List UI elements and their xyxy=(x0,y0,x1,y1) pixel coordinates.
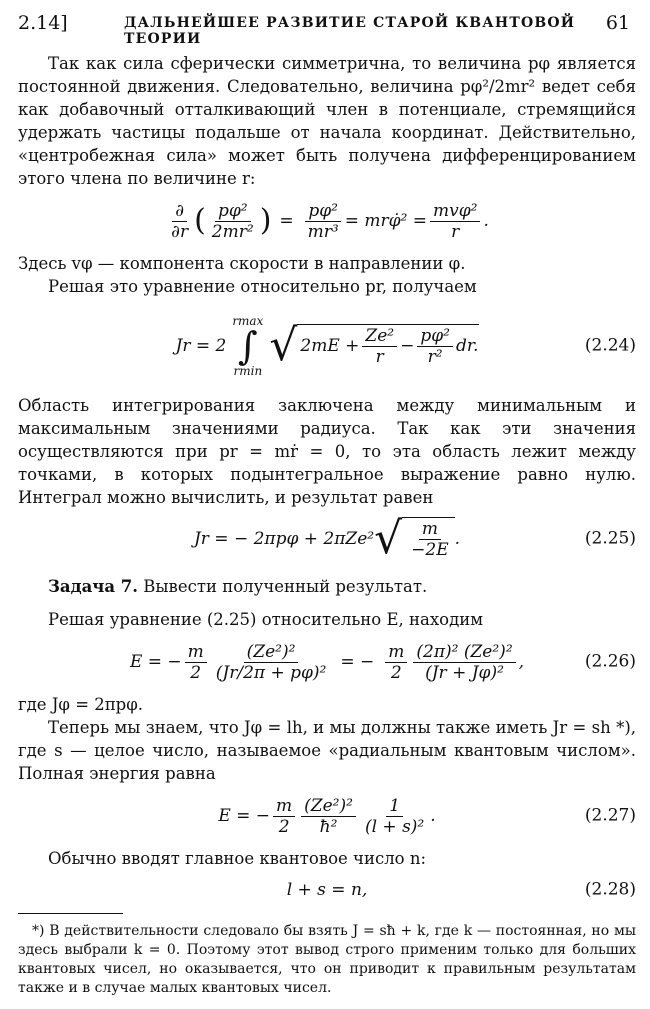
equation-number: (2.26) xyxy=(584,651,636,672)
equation-2-26: E = − $\frac{m}{2}$ $\frac{\text{(Ze²)²}}{\text{(Jr/2π + pφ)²}}$ = − $\frac{m}{2}$ $\frac{\text{(2π)² (Ze²)²}}{\text{(Jr + Jφ)²}}$ , (2.26) xyxy=(129,641,636,683)
equation-number: (2.27) xyxy=(584,805,636,826)
fraction: $\frac{\text{pφ²}}{\text{2mr²}}$ xyxy=(211,200,254,242)
square-root: √ $\frac{m}{-2E}$ xyxy=(374,517,455,561)
equation-2-24: Jr = 2 rmax ∫ rmin √ 2mE + $\frac{\text{Ze²}}{r}$ − $\frac{\text{pφ²}}{\text{r²}}$ dr. (2.24) xyxy=(175,314,636,378)
square-root: √ 2mE + $\frac{\text{Ze²}}{r}$ − $\frac{\text{pφ²}}{\text{r²}}$ dr. xyxy=(269,320,479,371)
equation-middle: = mrφ̇² = xyxy=(344,210,427,231)
problem-text: Вывести полученный результат. xyxy=(143,577,428,596)
footnote xyxy=(18,922,636,998)
paragraph-5: Решая уравнение (2.25) относительно E, находим xyxy=(48,610,484,629)
paragraph-3: Решая это уравнение относительно pr, получаем xyxy=(48,277,477,296)
paragraph-1: Так как сила сферически симметрична, то величина pφ является постоянной движения. Следовательно, величина pφ²/2mr² ведет себя как добавочный отталкивающий член в потенциале, стремящийся удержать частицы подальше от начала координат. Действительно, «центробежная сила» может быть получена дифференцированием этого члена по величине r: xyxy=(18,54,636,188)
section-number: 2.14] xyxy=(18,12,68,34)
equation-2-25: Jr = − 2πpφ + 2πZe² √ $\frac{m}{-2E}$ . (2.25) xyxy=(193,513,636,564)
page-body xyxy=(18,52,636,910)
equation-2-28: l + s = n, (2.28) xyxy=(286,879,636,900)
running-title: ДАЛЬНЕЙШЕЕ РАЗВИТИЕ СТАРОЙ КВАНТОВОЙ ТЕОРИИ xyxy=(124,15,576,47)
equation-number: (2.24) xyxy=(584,335,636,356)
equation-number: (2.25) xyxy=(584,528,636,549)
fraction: $\frac{\text{pφ²}}{\text{mr³}}$ xyxy=(305,201,342,242)
paragraph-4: Область интегрирования заключена между минимальным и максимальным значениями радиуса. Так как эти значения осуществляются при pr = mṙ = 0, то эта область лежит между точками, в которых подынтегральное выражение равно нулю. Интеграл можно вычислить, и результат равен xyxy=(18,396,636,507)
page-number: 61 xyxy=(605,12,630,34)
paragraph-2: Здесь vφ — компонента скорости в направлении φ. xyxy=(18,254,466,273)
running-header xyxy=(18,12,630,47)
paragraph-6: где Jφ = 2πpφ. xyxy=(18,695,143,714)
paragraph-7: Теперь мы знаем, что Jφ = lh, и мы должны также иметь Jr = sh *), где s — целое число, называемое «радиальным квантовым числом». Полная энергия равна xyxy=(18,718,636,783)
derivative-operator: $\frac{\partial}{\partial r}$ xyxy=(171,200,189,242)
equation-number: (2.28) xyxy=(584,879,636,900)
equation-centrifugal: $\frac{\partial}{\partial r}$ ( $\frac{\text{pφ²}}{\text{2mr²}}$ ) = $\frac{\text{pφ²}}{\text{mr³}}$ = mrφ̇² = $\frac{\text{mvφ²}}{r}$ . xyxy=(18,190,636,252)
equation-2-27: E = − $\frac{m}{2}$ $\frac{\text{(Ze²)²}}{\text{ħ²}}$ $\frac{1}{\text{(l + s)²}}$ . (2.27) xyxy=(218,795,636,837)
problem-label: Задача 7. xyxy=(48,577,139,596)
problem-statement xyxy=(48,575,636,598)
footnote-text: *) В действительности следовало бы взять J = sħ + k, где k — постоянная, но мы здесь выбрали k = 0. Поэтому этот вывод строго применим только для больших квантовых чисел, но оказывается, что он приводит к правильным результатам также и в случае малых квантовых чисел. xyxy=(18,923,636,996)
fraction: $\frac{\text{mvφ²}}{r}$ xyxy=(430,201,480,242)
paragraph-8: Обычно вводят главное квантовое число n: xyxy=(48,849,427,868)
footnote-divider xyxy=(18,913,123,914)
integral-sign: rmax ∫ rmin xyxy=(232,314,264,378)
